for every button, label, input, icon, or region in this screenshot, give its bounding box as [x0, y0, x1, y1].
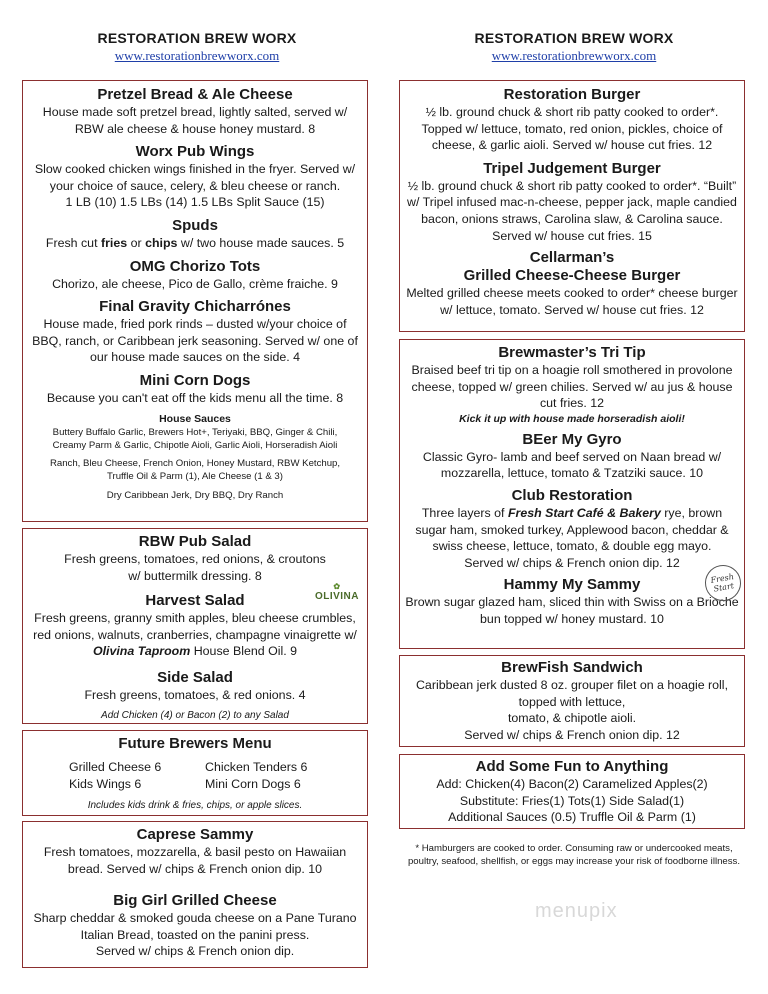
- menu-item-spuds: [23, 216, 367, 252]
- addons-box: [399, 754, 745, 829]
- addons-title: Add Some Fun to Anything: [475, 758, 669, 775]
- fresh-start-logo-text: Fresh Start: [709, 572, 735, 594]
- sandwich-box-left: [22, 821, 368, 968]
- burgers-box: [399, 80, 745, 332]
- item-desc: Served w/ chips & French onion dip.: [95, 944, 295, 959]
- item-name: Worx Pub Wings: [135, 143, 255, 161]
- item-desc: Italian Bread, toasted on the panini press.: [80, 927, 310, 942]
- item-name: BrewFish Sandwich: [501, 659, 643, 676]
- item-name: Club Restoration: [511, 486, 633, 504]
- website-link[interactable]: www.restorationbrewworx.com: [114, 48, 280, 63]
- item-desc: bread. Served w/ chips & French onion dip. 10: [67, 861, 323, 876]
- desc-part: or: [127, 235, 146, 250]
- item-desc: RBW ale cheese & house honey mustard. 8: [74, 121, 316, 136]
- item-desc: topped with lettuce,: [518, 694, 626, 709]
- sauces-line: Dry Caribbean Jerk, Dry BBQ, Dry Ranch: [106, 489, 284, 501]
- desc-bold: chips: [145, 235, 178, 250]
- item-name: Side Salad: [157, 668, 233, 686]
- item-desc: sugar ham, smoked turkey, Applewood bacon, cheddar &: [415, 522, 729, 537]
- menu-item-chicharrones: [23, 297, 367, 366]
- menu-item-club: [400, 486, 744, 571]
- item-desc: Slow cooked chicken wings finished in the fryer. Served w/: [34, 162, 356, 177]
- item-desc: Fresh greens, granny smith apples, bleu cheese crumbles,: [34, 611, 356, 626]
- item-desc: your choice of sauce, celery, & bleu cheese or ranch.: [49, 178, 341, 193]
- desc-emphasis: Olivina Taproom: [92, 644, 191, 659]
- item-desc: Brown sugar glazed ham, sliced thin with Swiss on a Brioche: [405, 595, 739, 610]
- kids-note: Includes kids drink & fries, chips, or apple slices.: [87, 800, 303, 811]
- item-desc: Melted grilled cheese meets cooked to order* cheese burger: [406, 286, 738, 301]
- desc-part: Three layers of: [421, 505, 508, 520]
- item-desc: Topped w/ lettuce, tomato, red onion, pickles, choice of: [421, 121, 723, 136]
- item-name: Cellarman’s: [529, 249, 615, 267]
- item-name: RBW Pub Salad: [138, 533, 252, 550]
- item-desc: [400, 505, 744, 522]
- item-name: Big Girl Grilled Cheese: [113, 892, 277, 910]
- food-safety-note: [399, 842, 749, 868]
- left-header: [22, 30, 372, 64]
- menu-item-wings: [23, 142, 367, 211]
- item-upsell: Kick it up with house made horseradish aioli!: [459, 412, 685, 425]
- kids-box: [22, 730, 368, 816]
- house-sauces: [23, 412, 367, 502]
- item-desc: tomato, & chipotle aioli.: [507, 711, 637, 726]
- kids-title: Future Brewers Menu: [118, 735, 272, 752]
- item-name: Restoration Burger: [503, 86, 641, 103]
- item-desc: swiss cheese, lettuce, tomato, & double egg mayo.: [432, 539, 712, 554]
- item-desc: Because you can't eat off the kids menu all the time. 8: [46, 390, 344, 405]
- sandwich-box-right: [399, 339, 745, 649]
- left-column: [22, 0, 372, 959]
- item-name: Mini Corn Dogs: [139, 371, 251, 389]
- item-desc: bacon, onions straws, Carolina slaw, & Carolina sauce.: [421, 211, 723, 226]
- item-desc: Classic Gyro- lamb and beef served on Naan bread w/: [422, 449, 722, 464]
- menu-item-corndogs: [23, 371, 367, 407]
- item-name: Brewmaster’s Tri Tip: [498, 344, 646, 361]
- item-desc: w/ buttermilk dressing. 8: [128, 568, 262, 583]
- item-desc: Fresh greens, tomatoes, & red onions. 4: [84, 687, 306, 702]
- website-link[interactable]: www.restorationbrewworx.com: [491, 48, 657, 63]
- menu-item-hammy: [400, 575, 744, 627]
- menu-item-gyro: [400, 430, 744, 482]
- item-desc: Served w/ chips & French onion dip. 12: [464, 555, 680, 570]
- desc-part: Fresh cut: [45, 235, 101, 250]
- item-name: Pretzel Bread & Ale Cheese: [97, 86, 293, 103]
- item-desc: House made soft pretzel bread, lightly salted, served w/: [42, 105, 348, 119]
- brand-name: RESTORATION BREW WORX: [97, 30, 297, 46]
- right-header: [399, 30, 749, 64]
- watermark: menupix: [535, 900, 618, 922]
- brand-name: RESTORATION BREW WORX: [474, 30, 674, 46]
- item-desc: Fresh tomatoes, mozzarella, & basil pesto on Hawaiian: [43, 845, 347, 859]
- item-name: BEer My Gyro: [522, 430, 622, 448]
- item-name: Hammy My Sammy: [503, 576, 641, 594]
- sauces-title: House Sauces: [159, 412, 231, 425]
- item-desc: 1 LB (10) 1.5 LBs (14) 1.5 LBs Split Sauce (15): [65, 195, 325, 210]
- brewfish-box: [399, 655, 745, 747]
- item-desc: bun topped w/ honey mustard. 10: [480, 611, 664, 626]
- item-desc: Chorizo, ale cheese, Pico de Gallo, crème fraiche. 9: [52, 276, 338, 291]
- item-desc: w/ lettuce, tomato. Served w/ house cut fries. 12: [440, 302, 704, 317]
- sauces-line: Buttery Buffalo Garlic, Brewers Hot+, Teriyaki, BBQ, Ginger & Chili,: [52, 426, 338, 438]
- menu-item-pub-salad: [23, 532, 367, 584]
- item-name: Caprese Sammy: [136, 826, 254, 843]
- addons-line: Additional Sauces (0.5) Truffle Oil & Parm (1): [448, 810, 696, 825]
- item-name: Tripel Judgement Burger: [483, 159, 661, 177]
- menu-item-big-girl: [23, 891, 367, 960]
- kids-item: Kids Wings 6: [69, 777, 142, 791]
- menu-item-tots: [23, 257, 367, 293]
- item-desc: Braised beef tri tip on a hoagie roll smothered in provolone: [411, 363, 733, 377]
- desc-bold: fries: [100, 235, 128, 250]
- item-name: Final Gravity Chicharrónes: [99, 298, 291, 316]
- item-name: Harvest Salad: [145, 592, 245, 610]
- menu-item-tri-tip: [400, 343, 744, 426]
- item-desc: cut fries. 12: [539, 396, 605, 411]
- addons-line: Substitute: Fries(1) Tots(1) Side Salad(1): [459, 793, 685, 808]
- appetizers-box: [22, 80, 368, 522]
- right-column: [399, 0, 749, 867]
- menu-item-tripel-burger: [400, 159, 744, 244]
- olivina-logo: ✿ OLIVINA: [314, 582, 359, 602]
- menu-item-cellarman: [400, 249, 744, 318]
- item-desc: Caribbean jerk dusted 8 oz. grouper filet on a hoagie roll,: [415, 678, 729, 692]
- desc-part: rye, brown: [660, 505, 723, 520]
- kids-item: Grilled Cheese 6: [69, 760, 162, 774]
- item-desc: [23, 235, 367, 252]
- sauces-line: Truffle Oil & Parm (1), Ale Cheese (1 & 3): [107, 470, 283, 482]
- note-line: * Hamburgers are cooked to order. Consuming raw or undercooked meats,: [415, 843, 733, 854]
- menu-item-caprese: [23, 825, 367, 877]
- olivina-logo-text: OLIVINA: [314, 591, 359, 602]
- item-desc: red onions, walnuts, cranberries, champagne vinaigrette w/: [33, 627, 357, 642]
- kids-items: [23, 759, 367, 793]
- kids-item: Mini Corn Dogs 6: [205, 777, 301, 791]
- item-desc: ½ lb. ground chuck & short rib patty cooked to order*.: [425, 105, 719, 119]
- item-desc: House made, fried pork rinds – dusted w/your choice of: [43, 317, 347, 332]
- item-desc: [23, 643, 367, 660]
- item-desc: ½ lb. ground chuck & short rib patty cooked to order*. “Built”: [407, 178, 737, 193]
- salad-note: Add Chicken (4) or Bacon (2) to any Salad: [101, 709, 289, 721]
- item-name: Spuds: [172, 216, 218, 234]
- item-name: OMG Chorizo Tots: [129, 257, 261, 275]
- sauces-line: Creamy Parm & Garlic, Chipotle Aioli, Garlic Aioli, Horseradish Aioli: [52, 439, 338, 451]
- item-desc: Served w/ chips & French onion dip. 12: [464, 727, 680, 742]
- menu-item-pretzel: [23, 85, 367, 137]
- item-desc: cheese, & garlic aioli. Served w/ house cut fries. 12: [431, 138, 713, 153]
- item-desc: cheese, topped w/ green chilies. Served w/ au jus & house: [411, 379, 733, 394]
- desc-part: House Blend Oil. 9: [190, 644, 298, 659]
- menu-item-restoration-burger: [400, 85, 744, 154]
- menu-item-side-salad: [23, 668, 367, 704]
- sauces-line: Ranch, Bleu Cheese, French Onion, Honey Mustard, RBW Ketchup,: [49, 457, 341, 469]
- note-line: poultry, seafood, shellfish, or eggs may increase your risk of foodborne illness.: [407, 856, 741, 867]
- item-desc: Sharp cheddar & smoked gouda cheese on a Pane Turano: [33, 911, 357, 926]
- item-desc: Fresh greens, tomatoes, red onions, & croutons: [64, 552, 326, 566]
- item-desc: Served w/ house cut fries. 15: [492, 228, 652, 243]
- desc-part: w/ two house made sauces. 5: [177, 235, 345, 250]
- item-desc: BBQ, ranch, or Caribbean jerk seasoning. Served w/ one of: [32, 333, 358, 348]
- desc-emphasis: Fresh Start Café & Bakery: [507, 505, 661, 520]
- item-desc: mozzarella, lettuce, tomato & Tzatziki sauce. 10: [440, 466, 704, 481]
- item-desc: w/ Tripel infused mac-n-cheese, pepper jack, maple candied: [407, 195, 737, 210]
- item-desc: our house made sauces on the side. 4: [89, 350, 301, 365]
- addons-line: Add: Chicken(4) Bacon(2) Caramelized Apples(2): [436, 777, 708, 791]
- kids-item: Chicken Tenders 6: [205, 760, 308, 774]
- salads-box: [22, 528, 368, 724]
- item-name: Grilled Cheese-Cheese Burger: [463, 267, 681, 285]
